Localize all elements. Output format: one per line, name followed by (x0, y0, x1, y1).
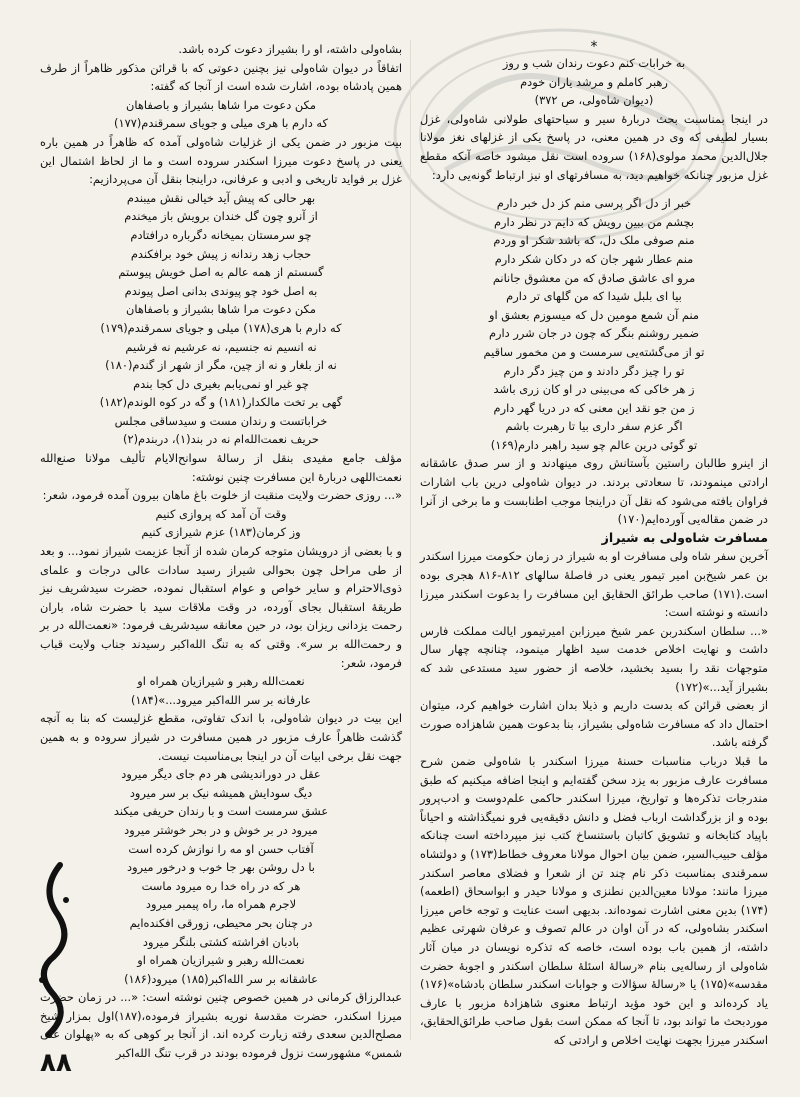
paragraph: بیت مزبور در ضمن یکی از غزلیات شاه‌ولی آمده که ظاهراً در همین باره یعنی در پاسخ دعوت میرزا اسکندر سروده است و ما از لحاظ اشتمال این غزل بر فواید تاریخی و ادبی و عرفانی، دراینجا بنقل آن می‌پردازیم: (40, 134, 402, 187)
paragraph: بشاه‌ولی داشته، او را بشیراز دعوت کرده باشد. (178, 42, 402, 56)
poem-line: ز هر خاکی که می‌بینی در او کان زری باشد (493, 382, 695, 397)
poem-line: تو از می‌گشته‌یی سرمست و من مخمور ساقیم (483, 344, 705, 359)
poem-line: تو گوئی درین عالم چو سید راهبر دارم(۱۶۹) (490, 437, 698, 452)
poem-line: اگر عزم سفر داری بیا تا رهبرت باشم (505, 419, 683, 434)
verse-line: نعمت‌الله رهبر و شیرازیان همراه او (137, 674, 305, 689)
verse-line: وقت آن آمد که پروازی کنیم (155, 506, 287, 521)
paragraph: در اینجا بمناسبت بحث دربارهٔ سیر و سیاحتهای طولانی شاه‌ولی، غزل بسیار لطیفی که وی در همین معنی، در پاسخ یکی از غزلهای نغز مولانا جلال‌الدین محمد مولوی(۱۶۸) سروده است نقل میشود خاصه آنکه مقطع غزل مزبور چنانکه خواهیم دید، به مسافرتهای او نیز ارتباط گونه‌یی دارد: (420, 111, 769, 182)
poem-line: ضمیر روشنم بنگر که چون در جان شرر دارم (488, 326, 700, 341)
poem-line: عشق سرمست است و با رندان حریفی میکند (113, 804, 329, 819)
poem-line: عقل در دوراندیشی هر دم جای دیگر میرود (121, 767, 321, 782)
poem-line: چو سرمستان بمیخانه دگرباره درافتادم (130, 227, 312, 242)
paragraph: عبدالرزاق کرمانی در همین خصوص چنین نوشته است: «... در زمان حضرت میرزا اسکندر، حضرت مقدسهٔ نوریه بشیراز فرموده،(۱۸۷)اول بمزار شیخ مصلح‌الدین سعدی رفته زیارت کرده اند. از آنجا بر کوهی که به «پهلوان علی شمس» مشهورست نزول فرموده بودند در قرب تنگ الله‌اکبر (40, 990, 402, 1061)
poem-line: بهر حالی که پیش آید خیالی نقش میبندم (126, 190, 316, 205)
poem-line: منم صوفی ملک دل، که باشد شکر او وردم (493, 233, 695, 248)
poem-line: عاشقانه بر سر الله‌اکبر(۱۸۵) میرود(۱۸۶) (124, 971, 318, 986)
paragraph: ما قبلا درباب مناسبات حسنهٔ میرزا اسکندر با شاه‌ولی ضمن شرح مسافرت عارف مزبور به یزد سخن گفته‌ایم و اینجا اضافه میکنیم که طبق مندرجات تذکره‌ها و تواریخ، میرزا اسکندر حاکمی علم‌دوست و ادب‌پرور بوده و از بزرگداشت ارباب فضل و دانش دقیقه‌یی فرو نمیگذاشته و احیاناً باپیاد کتابخانه و تشویق کاتبان باستنساخ کتب نیز میپرداخته است چنانکه مؤلف حبیب‌السیر، ضمن بیان احوال مولانا معروف خطاط(۱۷۳) و دولتشاه سمرقندی بمناسبت ذکر نام چند تن از شعرا و فضلای معاصر اسکندر میرزا مانند: مولانا معین‌الدین نطنزی و مولانا حیدر و ابواسحاق (اطعمه)(۱۷۴) بدین معنی اشارت نموده‌اند. بدیهی است عنایت و توجه خاص میرزا اسکندر بشاه‌ولی، که در آن اوان در عالم تصوف و عرفان شهرتی عظیم داشته، از همین باب بوده است، خاصه که تذکره نویسان در میان آثار شاه‌ولی از رساله‌یی بنام «رسالهٔ اسئلهٔ سلطان اسکندر و اجوبهٔ حضرت مقدسه»(۱۷۵) یا «رسالهٔ سؤالات و جوابات اسکندر سلطان بادشاه»(۱۷۶) یاد کرده‌اند و این خود مؤید ارتباط معنوی شاهزادهٔ مزبور با عارف موردبحث ما تواند بود، تا آنجا که ممکن است بقول صاحب طرائق‌الحقایق، اسکندر میرزا بجهت نهایت اخلاص و ارادتی که (420, 753, 768, 1047)
paragraph: آخرین سفر شاه ولی مسافرت او به شیراز در زمان حکومت میرزا اسکندر بن عمر شیخ‌بن امیر تیمور یعنی در فاصلهٔ سالهای ۸۱۲-۸۱۶ هجری بوده است.(۱۷۱) صاحب طرائق الحقایق این مسافرت را بدعوت اسکندر میرزا دانسته و نوشته است: (420, 549, 769, 620)
poem-line: مکن دعوت مرا شاها بشیراز و باصفاهان (126, 302, 316, 317)
quote-block: «... سلطان اسکندربن عمر شیخ میرزابن امیرتیمور ایالت مملکت فارس داشت و نهایت اخلاص خدمت سید اظهار مینمود، چنانچه چهار سال متوجهات نقد را بسید بخشید، خلاصه از حضور سید مستدعی شد که بشیراز آید...»(۱۷۲) (420, 623, 768, 694)
poem-line: دیگ سودایش همیشه نیک بر سر میرود (129, 785, 313, 800)
verse-line: که دارم با هری میلی و جویای سمرقندم(۱۷۷) (114, 116, 328, 131)
poem-line: آفتاب حسن او مه را نوازش کرده است (128, 841, 314, 856)
column-divider (410, 40, 411, 1040)
page-number: ۸۸ (40, 1048, 72, 1078)
poem-line: نه انسیم نه جنسیم، نه عرشیم نه فرشیم (125, 339, 317, 354)
poem-line: که دارم با هری(۱۷۸) میلی و جویای سمرقندم(۱۷۹) (100, 320, 342, 335)
poem-line: نه از بلغار و نه از چین، مگر از شهر از گندم(۱۸۰) (105, 358, 337, 373)
paragraph: این بیت در دیوان شاه‌ولی، با اندک تفاوتی، مقطع غزلیست که بنا به آنچه گذشت ظاهراً عارف مزبور در همین مسافرت در شیراز سروده و به همین جهت نقل برخی ابیات آن در اینجا بی‌مناسبت نیست. (40, 711, 402, 763)
verse-line: رهبر کاملم و مرشد یاران خودم (520, 74, 668, 89)
verse-line: وز کرمان(۱۸۳) عزم شیرازی کنیم (141, 525, 301, 540)
poem-line: گهی بر تخت مالکدار(۱۸۱) و گه در کوه الوندم(۱۸۲) (99, 395, 343, 410)
poem-line: بچشم من ببین رویش که دایم در نظر دارم (493, 214, 695, 229)
poem-line: ز من جو نقد این معنی که در دریا گهر دارم (493, 400, 695, 415)
poem-line: از آنرو چون گل خندان برویش باز میخندم (124, 209, 318, 224)
kerman-logo (30, 860, 78, 1040)
poem-line: نعمت‌الله رهبر و شیرازیان همراه او (137, 953, 305, 968)
poem-line: خبر از دل اگر پرسی منم کز دل خبر دارم (496, 196, 692, 211)
poem-line: چو غیر او نمی‌یابم بغیری دل کجا بندم (133, 376, 309, 391)
poem-line: هر که در راه خدا ره میرود ماست (141, 878, 301, 893)
poem-line: حجاب زهد رندانه ز پیش خود برافکندم (130, 246, 312, 261)
poem-line: بادبان افراشته کشتی بلنگر میرود (142, 934, 300, 949)
quote-block: «... روزی حضرت ولایت منقبت از خلوت باغ ماهان بیرون آمده فرمود، شعر: (42, 488, 402, 503)
poem-line: لاجرم همراه ما، راه پیمبر میرود (145, 897, 297, 912)
paragraph: مؤلف جامع مفیدی بنقل از رسالهٔ سوانح‌الایام تألیف مولانا صنع‌الله نعمت‌اللهی دربارهٔ این مسافرت چنین نوشته: (40, 451, 402, 484)
verse-line: عارفانه بر سر الله‌اکبر میرود...»(۱۸۴) (130, 692, 312, 707)
verse-line: مکن دعوت مرا شاها بشیراز و باصفاهان (126, 97, 316, 112)
paragraph: از اینرو طالبان راستین بآستانش روی مینهادند و از سر صدق عاشقانه ارادتی مینمودند، تا سعادتی بردند. در دیوان شاه‌ولی درین باب اشارات فراوان یافته می‌شود که نقل آن دراینجا موجب اطنابست و ما برخی از آنرا در ضمن مقاله‌یی آورده‌ایم(۱۷۰) (420, 456, 768, 527)
poem-line: مرو ای عاشق صادق که من معشوق جانانم (492, 270, 696, 285)
star-ornament: * (590, 39, 598, 55)
poem-line: با دل روشن بهر جا خوب و درخور میرود (127, 860, 315, 875)
poem-line: گسستم از همه عالم به اصل خویش پیوستم (118, 265, 324, 280)
paragraph: اتفاقاً در دیوان شاه‌ولی نیز بچنین دعوتی که با قرائن مذکور ظاهراً از طرف همین پادشاه بوده، اشارت شده است از آنجا که گفته: (40, 60, 402, 94)
left-column (40, 40, 402, 1063)
poem-line: بیا ای بلبل شیدا که من گلهای تر دارم (506, 289, 682, 304)
poem-line: منم آن شمع مومین دل که میسوزم بعشق او (488, 307, 699, 322)
poem-line: منم عطار شهر جان که در دکان شکر دارم (494, 251, 694, 266)
paragraph: از بعضی قرائن که بدست داریم و ذیلا بدان اشارت خواهیم کرد، میتوان احتمال داد که مسافرت شاه‌ولی بشیراز، بنا بدعوت همین شاهزاده صورت گرفته باشد. (420, 698, 768, 750)
paragraph: و با بعضی از درویشان متوجه کرمان شده از آنجا عزیمت شیراز نمود... و بعد از طی مراحل چون بحوالی شیراز رسید سادات عالی درجات و علمای ذوی‌الاحترام و سایر خواص و عوام استقبال نموده، حضرت سیدشریف نیز طریقهٔ استقبال بجای آورده، در وقت ملاقات سید با حضرت شاه، باران رحمت یزدانی ریزان بود، در حین معانقه سیدشریف فرمود: «نعمت‌الله در بر و رحمت‌الله بر سر». وقتی که به تنگ الله‌اکبر رسیدند جناب ولایت قباب فرمود، شعر: (40, 544, 402, 670)
poem-line: تو را چیز دگر دادند و من چیز دگر دارم (503, 363, 685, 378)
right-column (420, 40, 768, 1049)
verse-reference: (دیوان شاه‌ولی، ص ۳۷۲) (534, 93, 654, 108)
poem-line: در چنان بحر محیطی، زورقی افکنده‌ایم (129, 915, 313, 930)
verse-line: به خرابات کنم دعوت رندان شب و روز (502, 56, 686, 70)
poem-line: حریف نعمت‌الله‌ام نه در بند(۱)، دربندم(۲) (123, 432, 319, 447)
section-heading: مسافرت شاه‌ولی به شیراز (601, 529, 768, 545)
poem-line: خراباتست و رندان مست و سیدساقی مجلس (114, 413, 328, 428)
poem-line: میرود در بر خوش و در بحر خوشتر میرود (124, 822, 318, 837)
poem-line: به اصل خود چو پیوندی بدانی اصل پیوندم (124, 283, 318, 298)
